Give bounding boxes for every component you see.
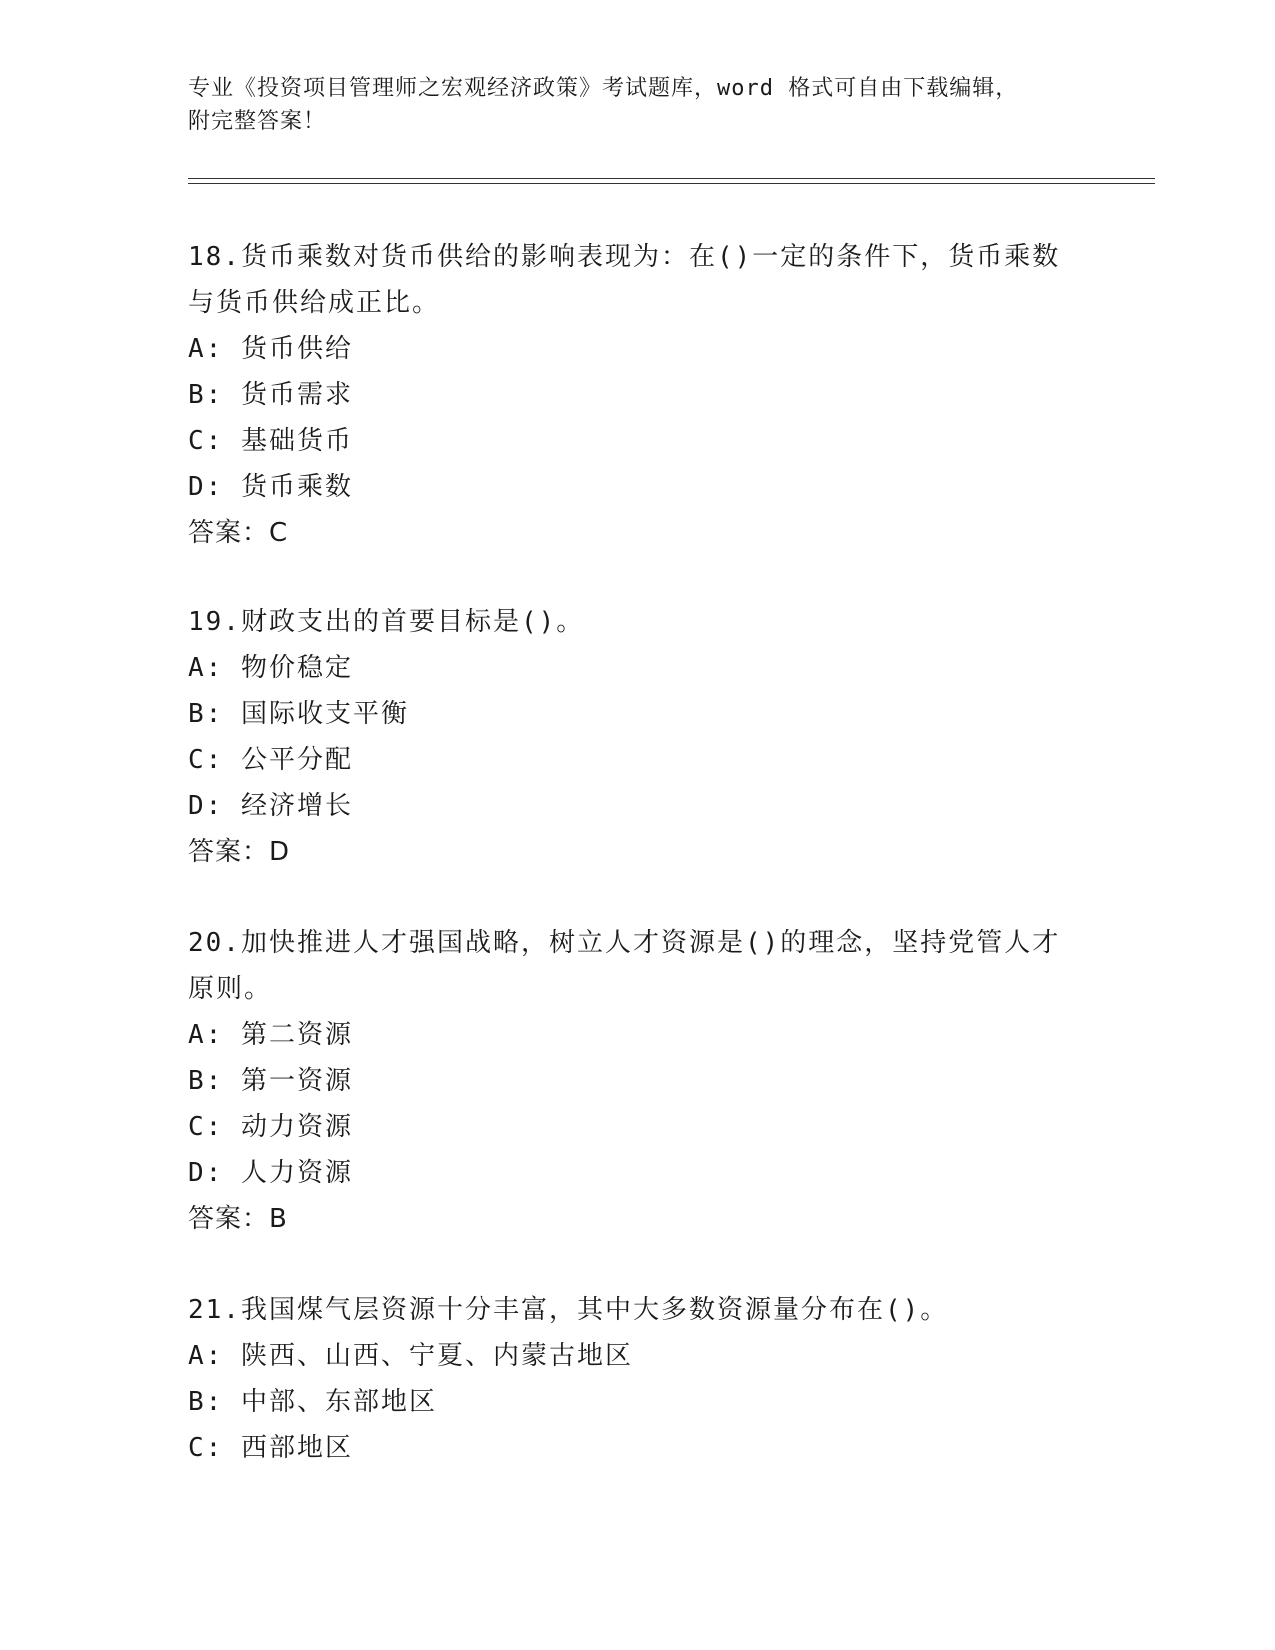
question-stem-line: 19.财政支出的首要目标是()。 <box>188 607 585 637</box>
option-b: B: 第一资源 <box>188 1066 353 1096</box>
header-divider-top <box>188 178 1155 179</box>
header-line-2: 附完整答案！ <box>188 109 327 134</box>
answer-line: 答案：C <box>188 518 289 548</box>
option-a: A: 陕西、山西、宁夏、内蒙古地区 <box>188 1341 633 1371</box>
option-d: D: 货币乘数 <box>188 472 353 502</box>
question-20 <box>188 920 1088 1242</box>
option-c: C: 基础货币 <box>188 426 353 456</box>
question-18 <box>188 234 1088 556</box>
question-21 <box>188 1287 1088 1471</box>
header-divider-bottom <box>188 183 1155 184</box>
question-stem-line: 与货币供给成正比。 <box>188 288 441 318</box>
option-d: D: 人力资源 <box>188 1158 353 1188</box>
answer-line: 答案：B <box>188 1204 288 1234</box>
option-a: A: 物价稳定 <box>188 653 353 683</box>
question-stem-line: 20.加快推进人才强国战略，树立人才资源是()的理念，坚持党管人才 <box>188 928 1061 958</box>
option-b: B: 国际收支平衡 <box>188 699 409 729</box>
option-c: C: 西部地区 <box>188 1433 353 1463</box>
option-a: A: 第二资源 <box>188 1020 353 1050</box>
header-line-1: 专业《投资项目管理师之宏观经济政策》考试题库，word 格式可自由下载编辑， <box>188 76 1019 101</box>
option-c: C: 公平分配 <box>188 745 353 775</box>
document-header <box>188 72 1088 138</box>
question-19 <box>188 599 1088 875</box>
answer-line: 答案：D <box>188 837 291 867</box>
option-a: A: 货币供给 <box>188 334 353 364</box>
question-stem-line: 21.我国煤气层资源十分丰富，其中大多数资源量分布在()。 <box>188 1295 949 1325</box>
question-stem-line: 18.货币乘数对货币供给的影响表现为：在()一定的条件下，货币乘数 <box>188 242 1061 272</box>
question-stem-line: 原则。 <box>188 974 273 1004</box>
option-c: C: 动力资源 <box>188 1112 353 1142</box>
option-b: B: 中部、东部地区 <box>188 1387 437 1417</box>
option-d: D: 经济增长 <box>188 791 353 821</box>
option-b: B: 货币需求 <box>188 380 353 410</box>
